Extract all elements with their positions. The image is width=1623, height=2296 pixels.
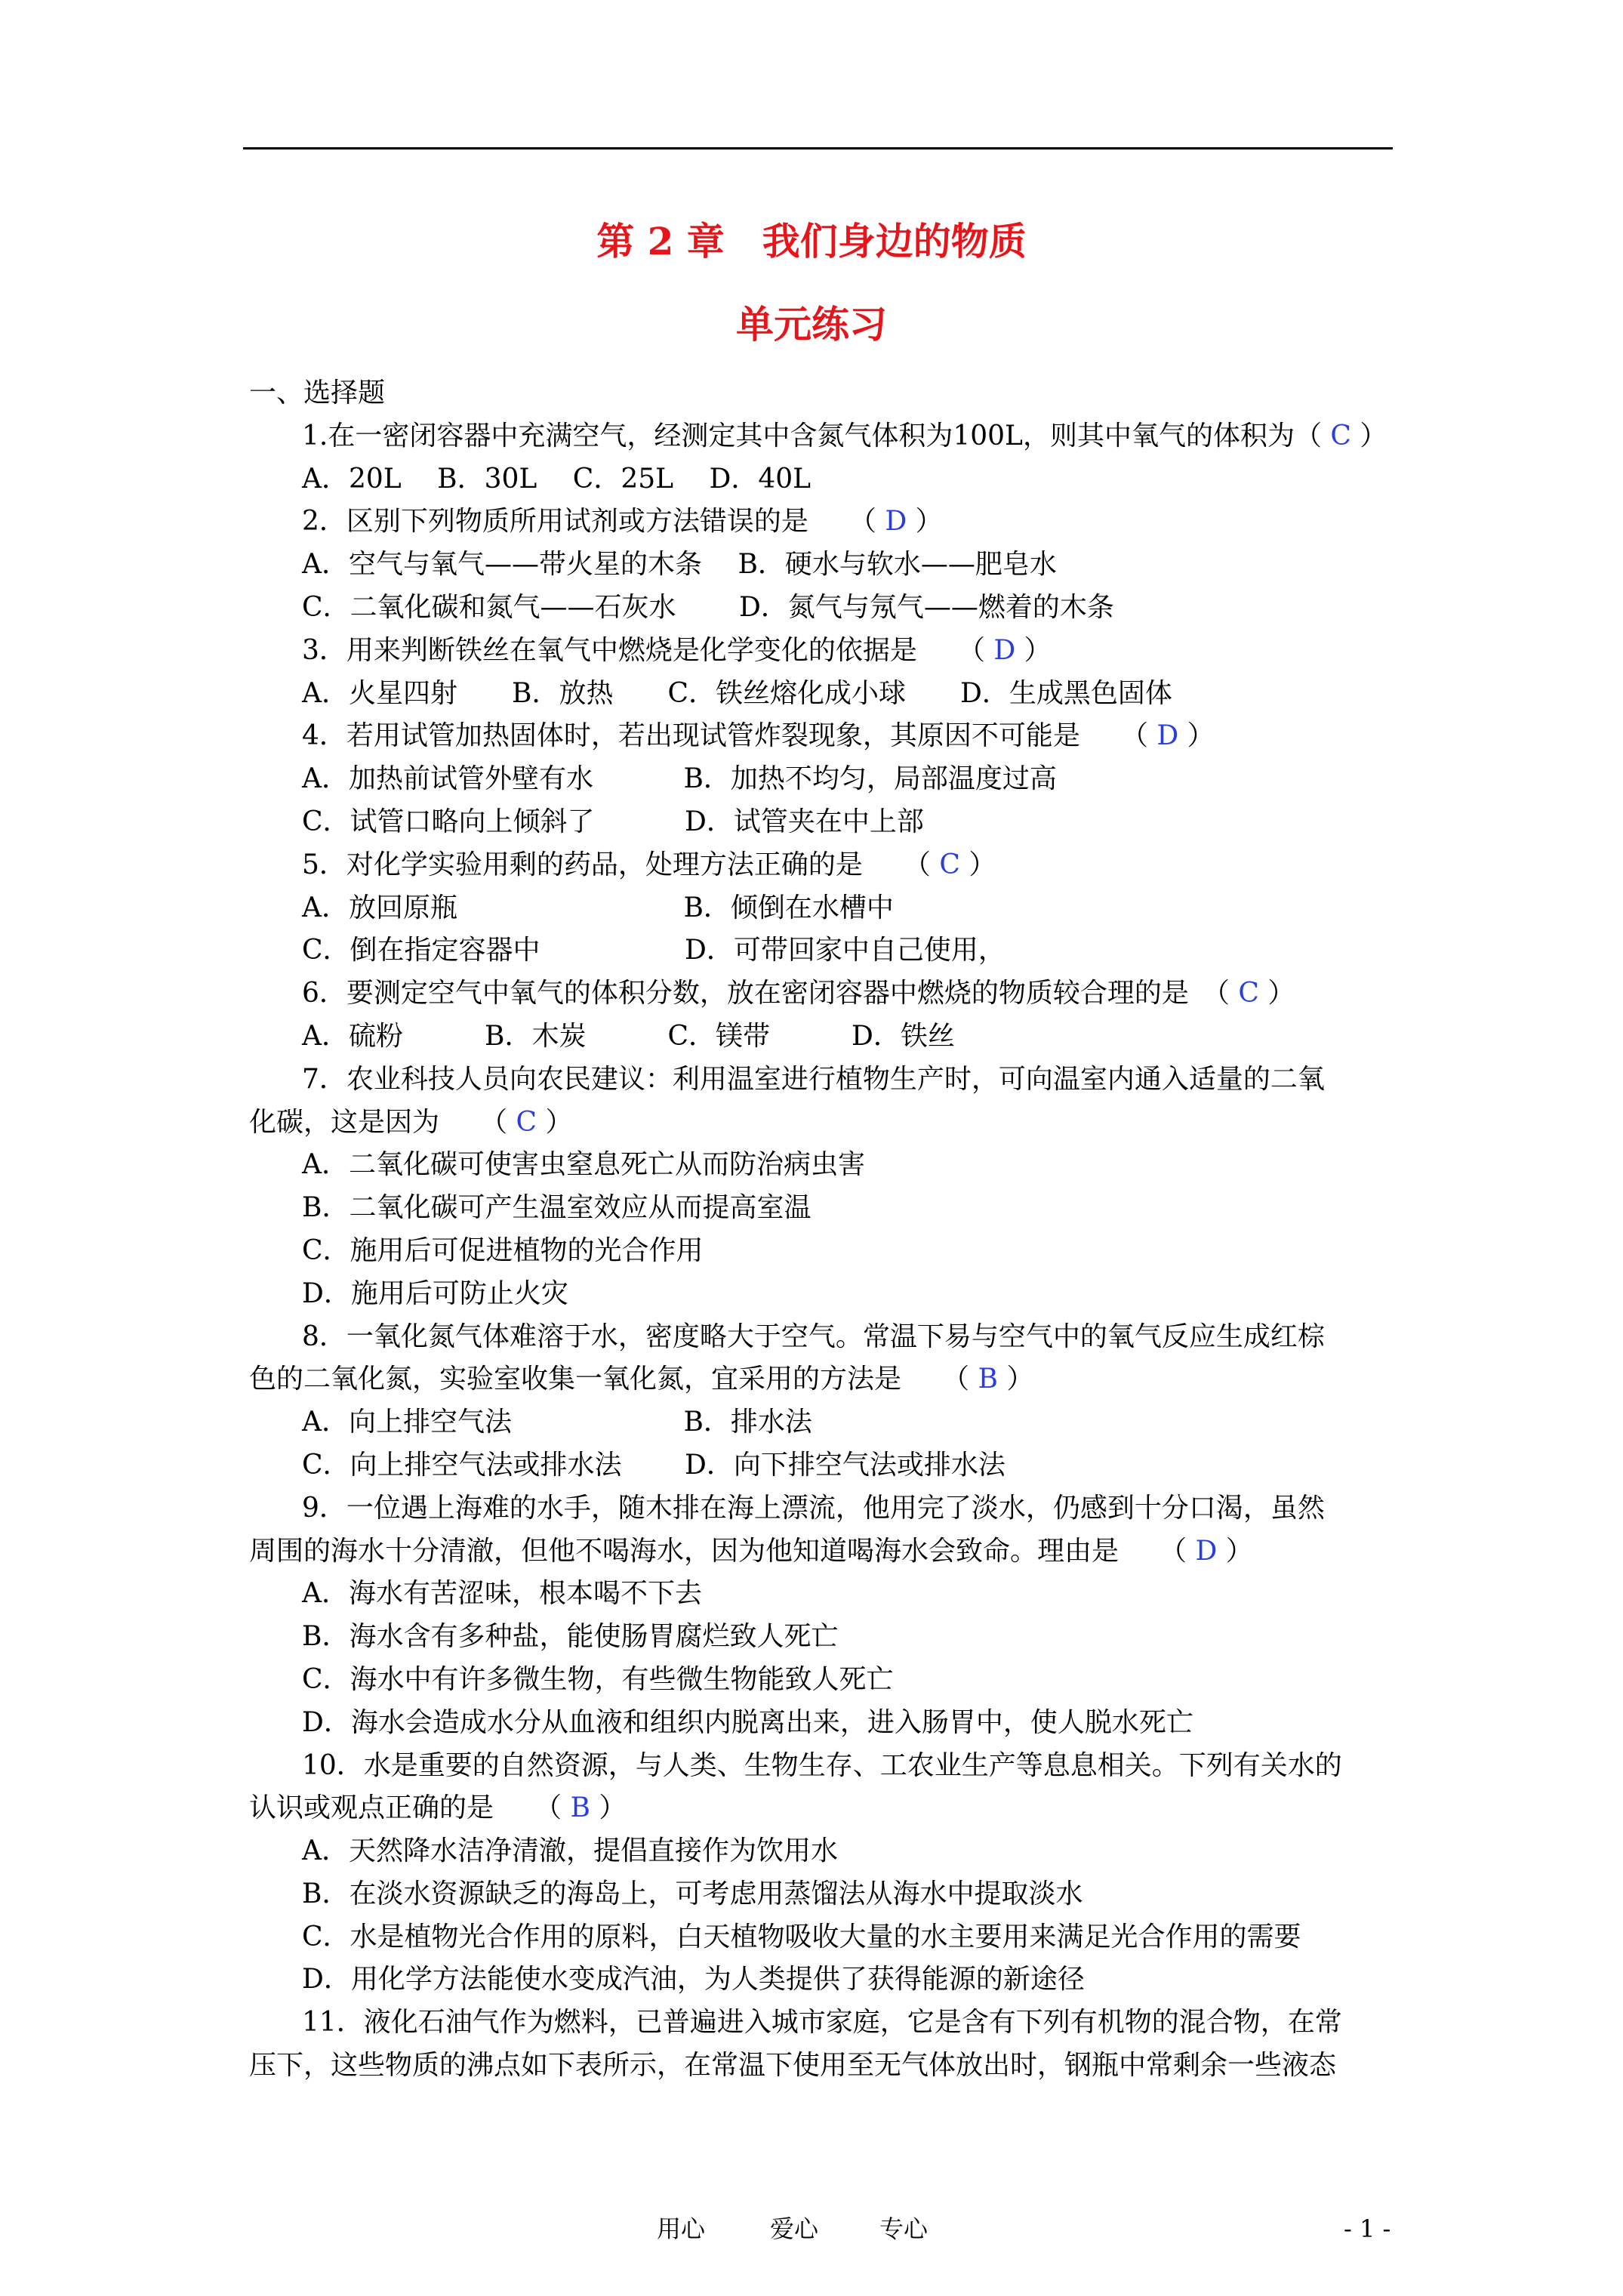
footer-slogan-2: 爱心 bbox=[770, 2214, 819, 2243]
line-text: C．海水中有许多微生物，有些微生物能致人死亡 bbox=[302, 1663, 894, 1695]
text-line bbox=[249, 1959, 1397, 2002]
text-line bbox=[249, 458, 1397, 501]
answer-letter: C bbox=[1330, 420, 1351, 451]
text-line bbox=[249, 1015, 1397, 1059]
text-line bbox=[249, 1530, 1397, 1573]
closing-paren: ） bbox=[1217, 1535, 1253, 1567]
text-line bbox=[249, 715, 1397, 758]
closing-paren: ） bbox=[590, 1792, 627, 1824]
line-text: A．加热前试管外壁有水 B．加热不均匀，局部温度过高 bbox=[302, 763, 1057, 795]
text-line bbox=[249, 801, 1397, 844]
text-line bbox=[249, 372, 1397, 415]
text-line bbox=[249, 1573, 1397, 1616]
text-line bbox=[249, 1745, 1397, 1788]
text-line bbox=[249, 1273, 1397, 1316]
text-line bbox=[249, 1102, 1397, 1145]
line-text: 3．用来判断铁丝在氧气中燃烧是化学变化的依据是 （ bbox=[302, 634, 994, 666]
text-line bbox=[249, 2002, 1397, 2045]
line-text: 10．水是重要的自然资源，与人类、生物生存、工农业生产等息息相关。下列有关水的 bbox=[302, 1749, 1342, 1781]
text-line bbox=[249, 1873, 1397, 1916]
line-text: 压下，这些物质的沸点如下表所示，在常温下使用至无气体放出时，钢瓶中常剩余一些液态 bbox=[249, 2050, 1337, 2082]
line-text: 11．液化石油气作为燃料，已普遍进入城市家庭，它是含有下列有机物的混合物，在常 bbox=[302, 2007, 1342, 2039]
text-line bbox=[249, 844, 1397, 887]
answer-letter: D bbox=[1195, 1535, 1218, 1567]
answer-letter: D bbox=[885, 506, 907, 538]
text-line bbox=[249, 415, 1397, 458]
line-text: 5．对化学实验用剩的药品，处理方法正确的是 （ bbox=[302, 849, 940, 880]
text-line bbox=[249, 1187, 1397, 1230]
text-line bbox=[249, 1401, 1397, 1444]
line-text: 6．要测定空气中氧气的体积分数，放在密闭容器中燃烧的物质较合理的是 （ bbox=[302, 978, 1239, 1009]
text-line bbox=[249, 972, 1397, 1015]
closing-paren: ） bbox=[1350, 420, 1387, 451]
closing-paren: ） bbox=[997, 1364, 1034, 1395]
closing-paren: ） bbox=[537, 1106, 573, 1138]
closing-paren: ） bbox=[959, 849, 996, 880]
answer-letter: B bbox=[978, 1364, 998, 1395]
line-text: B．二氧化碳可产生温室效应从而提高室温 bbox=[302, 1192, 812, 1224]
text-line bbox=[249, 1487, 1397, 1530]
line-text: 8．一氧化氮气体难溶于水，密度略大于空气。常温下易与空气中的氧气反应生成红棕 bbox=[302, 1321, 1325, 1352]
text-line bbox=[249, 929, 1397, 972]
question-list bbox=[249, 372, 1397, 2088]
footer-slogan-3: 专心 bbox=[879, 2214, 929, 2243]
line-text: A．20L B．30L C．25L D．40L bbox=[302, 463, 812, 495]
text-line bbox=[249, 2045, 1397, 2088]
line-text: 化碳，这是因为 （ bbox=[249, 1106, 516, 1138]
text-line bbox=[249, 1144, 1397, 1187]
header-rule bbox=[243, 147, 1393, 149]
text-line bbox=[249, 758, 1397, 801]
line-text: A．放回原瓶 B．倾倒在水槽中 bbox=[302, 892, 894, 923]
answer-letter: D bbox=[993, 634, 1016, 666]
line-text: 2．区别下列物质所用试剂或方法错误的是 （ bbox=[302, 506, 885, 538]
text-line bbox=[249, 630, 1397, 673]
line-text: C．向上排空气法或排水法 D．向下排空气法或排水法 bbox=[302, 1449, 1006, 1481]
text-line bbox=[249, 587, 1397, 630]
line-text: C．水是植物光合作用的原料，白天植物吸收大量的水主要用来满足光合作用的需要 bbox=[302, 1921, 1301, 1952]
line-text: 周围的海水十分清澈，但他不喝海水，因为他知道喝海水会致命。理由是 （ bbox=[249, 1535, 1196, 1567]
closing-paren: ） bbox=[1178, 720, 1215, 752]
line-text: D．用化学方法能使水变成汽油，为人类提供了获得能源的新途径 bbox=[302, 1964, 1085, 1996]
line-text: A．向上排空气法 B．排水法 bbox=[302, 1407, 812, 1438]
line-text: D．施用后可防止火灾 bbox=[302, 1277, 568, 1309]
closing-paren: ） bbox=[1258, 978, 1295, 1009]
line-text: C．施用后可促进植物的光合作用 bbox=[302, 1234, 704, 1266]
line-text: C．倒在指定容器中 D．可带回家中自己使用， bbox=[302, 935, 1006, 966]
line-text: D．海水会造成水分从血液和组织内脱离出来，进入肠胃中，使人脱水死亡 bbox=[302, 1706, 1193, 1738]
answer-letter: D bbox=[1156, 720, 1179, 752]
line-text: 7．农业科技人员向农民建议：利用温室进行植物生产时，可向温室内通入适量的二氧 bbox=[302, 1063, 1325, 1095]
answer-letter: C bbox=[1238, 978, 1259, 1009]
answer-letter: B bbox=[570, 1792, 590, 1824]
text-line bbox=[249, 544, 1397, 587]
line-text: 4．若用试管加热固体时，若出现试管炸裂现象，其原因不可能是 （ bbox=[302, 720, 1157, 752]
text-line bbox=[249, 673, 1397, 716]
line-text: A．硫粉 B．木炭 C．镁带 D．铁丝 bbox=[302, 1020, 955, 1052]
answer-letter: C bbox=[516, 1106, 537, 1138]
text-line bbox=[249, 1230, 1397, 1273]
line-text: C．试管口略向上倾斜了 D．试管夹在中上部 bbox=[302, 806, 924, 837]
text-line bbox=[249, 1702, 1397, 1745]
line-text: B．海水含有多种盐，能使肠胃腐烂致人死亡 bbox=[302, 1621, 839, 1653]
section-subtitle: 单元练习 bbox=[736, 302, 887, 347]
line-text: A．空气与氧气——带火星的木条 B．硬水与软水——肥皂水 bbox=[302, 549, 1057, 581]
page-number: - 1 - bbox=[1344, 2214, 1391, 2243]
text-line bbox=[249, 1059, 1397, 1102]
line-text: A．二氧化碳可使害虫窒息死亡从而防治病虫害 bbox=[302, 1149, 865, 1181]
line-text: 1.在一密闭容器中充满空气，经测定其中含氮气体积为100L，则其中氧气的体积为（ bbox=[302, 420, 1331, 451]
closing-paren: ） bbox=[907, 506, 943, 538]
line-text: A．火星四射 B．放热 C．铁丝熔化成小球 D．生成黑色固体 bbox=[302, 677, 1172, 709]
line-text: B．在淡水资源缺乏的海岛上，可考虑用蒸馏法从海水中提取淡水 bbox=[302, 1878, 1083, 1909]
text-line bbox=[249, 1916, 1397, 1959]
chapter-title: 第 2 章 我们身边的物质 bbox=[596, 219, 1027, 264]
text-line bbox=[249, 1616, 1397, 1659]
line-text: 一、选择题 bbox=[249, 378, 386, 408]
line-text: C．二氧化碳和氮气——石灰水 D．氮气与氖气——燃着的木条 bbox=[302, 591, 1114, 623]
text-line bbox=[249, 1444, 1397, 1487]
text-line bbox=[249, 1830, 1397, 1873]
line-text: 色的二氧化氮，实验室收集一氧化氮，宜采用的方法是 （ bbox=[249, 1364, 978, 1395]
text-line bbox=[249, 1358, 1397, 1401]
line-text: A．天然降水洁净清澈，提倡直接作为饮用水 bbox=[302, 1835, 838, 1867]
line-text: 认识或观点正确的是 （ bbox=[249, 1792, 571, 1824]
closing-paren: ） bbox=[1015, 634, 1052, 666]
answer-letter: C bbox=[939, 849, 960, 880]
text-line bbox=[249, 501, 1397, 544]
footer-slogan-1: 用心 bbox=[657, 2214, 706, 2243]
line-text: 9．一位遇上海难的水手，随木排在海上漂流，他用完了淡水，仍感到十分口渴，虽然 bbox=[302, 1492, 1325, 1524]
text-line bbox=[249, 1787, 1397, 1830]
text-line bbox=[249, 1659, 1397, 1702]
text-line bbox=[249, 1316, 1397, 1359]
line-text: A．海水有苦涩味，根本喝不下去 bbox=[302, 1578, 702, 1610]
text-line bbox=[249, 887, 1397, 930]
